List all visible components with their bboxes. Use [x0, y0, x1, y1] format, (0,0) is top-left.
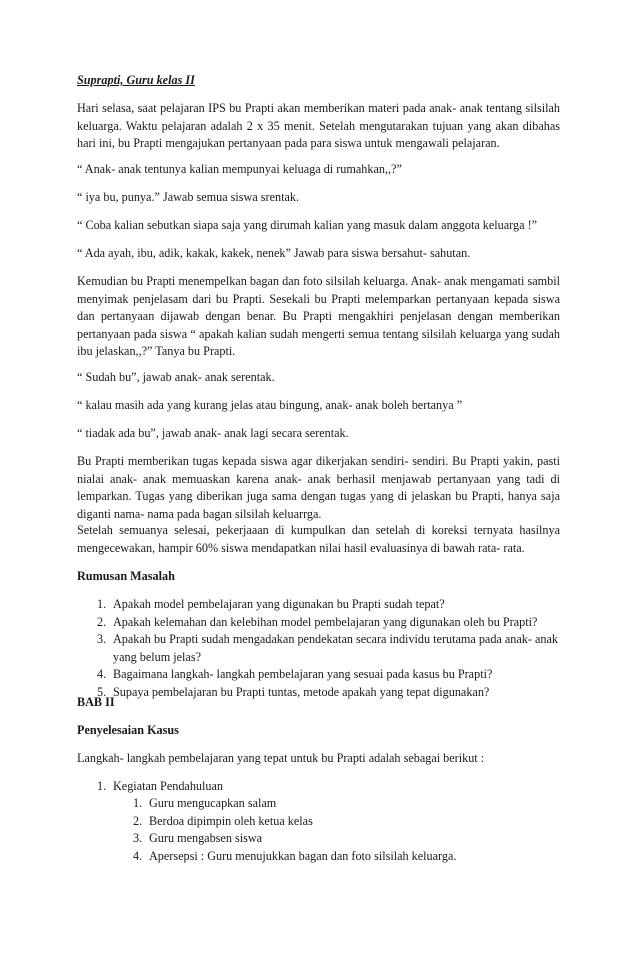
list-item: 5. Supaya pembelajaran bu Prapti tuntas, metode apakah yang tepat digunakan?: [97, 684, 490, 699]
paragraph-tugas: Bu Prapti memberikan tugas kepada siswa agar dikerjakan sendiri- sendiri. Bu Prapti yakin, pasti nialai anak- anak memuaskan karena anak- anak berhasil menjawab pertanyaan yang tadi di lemparkan. Tugas yang diberikan juga sama dengan tugas yang di jelaskan bu Prapti, hanya saja diganti nama- nama pada bagan silsilah keluarrga.: [77, 454, 560, 521]
paragraph-penjelasan: Kemudian bu Prapti menempelkan bagan dan foto silsilah keluarga. Anak- anak mengamati sambil menyimak penjelasam dari bu Prapti. Sesekali bu Prapti melemparkan pertanyaan kepada siswa dan pertanyaan dijawab dengan benar. Bu Prapti mengakhiri penjelasan dengan memberikan pertanyaan pada siswa “ apakah kalian sudah mengerti semua tentang silsilah keluarga yang sudah ibu jelaskan,,?” Tanya bu Prapti.: [77, 274, 560, 358]
bab-heading: BAB II: [77, 695, 115, 709]
paragraph-dialog-5: “ Sudah bu”, jawab anak- anak serentak.: [77, 370, 275, 384]
paragraph-dialog-2: “ iya bu, punya.” Jawab semua siswa srentak.: [77, 190, 300, 204]
paragraph-dialog-7: “ tiadak ada bu”, jawab anak- anak lagi secara serentak.: [77, 426, 349, 440]
list-item: 1. Kegiatan Pendahuluan: [97, 779, 223, 793]
rumusan-heading: Rumusan Masalah: [77, 569, 175, 583]
paragraph-dialog-6: “ kalau masih ada yang kurang jelas atau bingung, anak- anak boleh bertanya ”: [77, 398, 463, 412]
list-item: 3. Apakah bu Prapti sudah mengadakan pendekatan secara individu terutama pada anak- anak yang belum jelas?: [97, 632, 559, 664]
list-item: 2. Berdoa dipimpin oleh ketua kelas: [133, 813, 313, 828]
list-item: 2. Apakah kelemahan dan kelebihan model pembelajaran yang digunakan oleh bu Prapti?: [97, 614, 538, 629]
list-item: 4. Bagaimana langkah- langkah pembelajaran yang sesuai pada kasus bu Prapti?: [97, 667, 493, 681]
paragraph-hasil: Setelah semuanya selesai, pekerjaaan di kumpulkan dan setelah di koreksi ternyata hasilnya mengecewakan, hampir 60% siswa mendapatkan nilai hasil evaluasinya di bawah rata- rata.: [77, 523, 560, 555]
pendahuluan-list: [133, 795, 549, 865]
paragraph-dialog-4: “ Ada ayah, ibu, adik, kakak, kakek, nenek” Jawab para siswa bersahut- sahutan.: [77, 246, 471, 260]
list-item: 3. Guru mengabsen siswa: [133, 831, 263, 845]
document-title: Suprapti, Guru kelas II: [77, 73, 195, 87]
langkah-intro: Langkah- langkah pembelajaran yang tepat untuk bu Prapti adalah sebagai berikut :: [77, 751, 485, 765]
paragraph-dialog-3: “ Coba kalian sebutkan siapa saja yang dirumah kalian yang masuk dalam anggota keluarga !”: [77, 218, 538, 232]
rumusan-list: [97, 596, 560, 701]
list-item: 4. Apersepsi : Guru menujukkan bagan dan foto silsilah keluarga.: [133, 848, 457, 863]
kegiatan-list: [97, 778, 560, 796]
penyelesaian-heading: Penyelesaian Kasus: [77, 723, 179, 737]
paragraph-dialog-1: “ Anak- anak tentunya kalian mempunyai keluaga di rumahkan,,?”: [77, 162, 402, 176]
list-item: 1. Apakah model pembelajaran yang digunakan bu Prapti sudah tepat?: [97, 597, 445, 611]
paragraph-intro: Hari selasa, saat pelajaran IPS bu Prapti akan memberikan materi pada anak- anak tentang silsilah keluarga. Waktu pelajaran adalah 2 x 35 menit. Setelah mengutarakan tujuan yang akan dibahas hari ini, bu Prapti mengajukan pertanyaan pada para siswa untuk mengawali pelajaran.: [77, 101, 560, 150]
list-item: 1. Guru mengucapkan salam: [133, 796, 277, 810]
